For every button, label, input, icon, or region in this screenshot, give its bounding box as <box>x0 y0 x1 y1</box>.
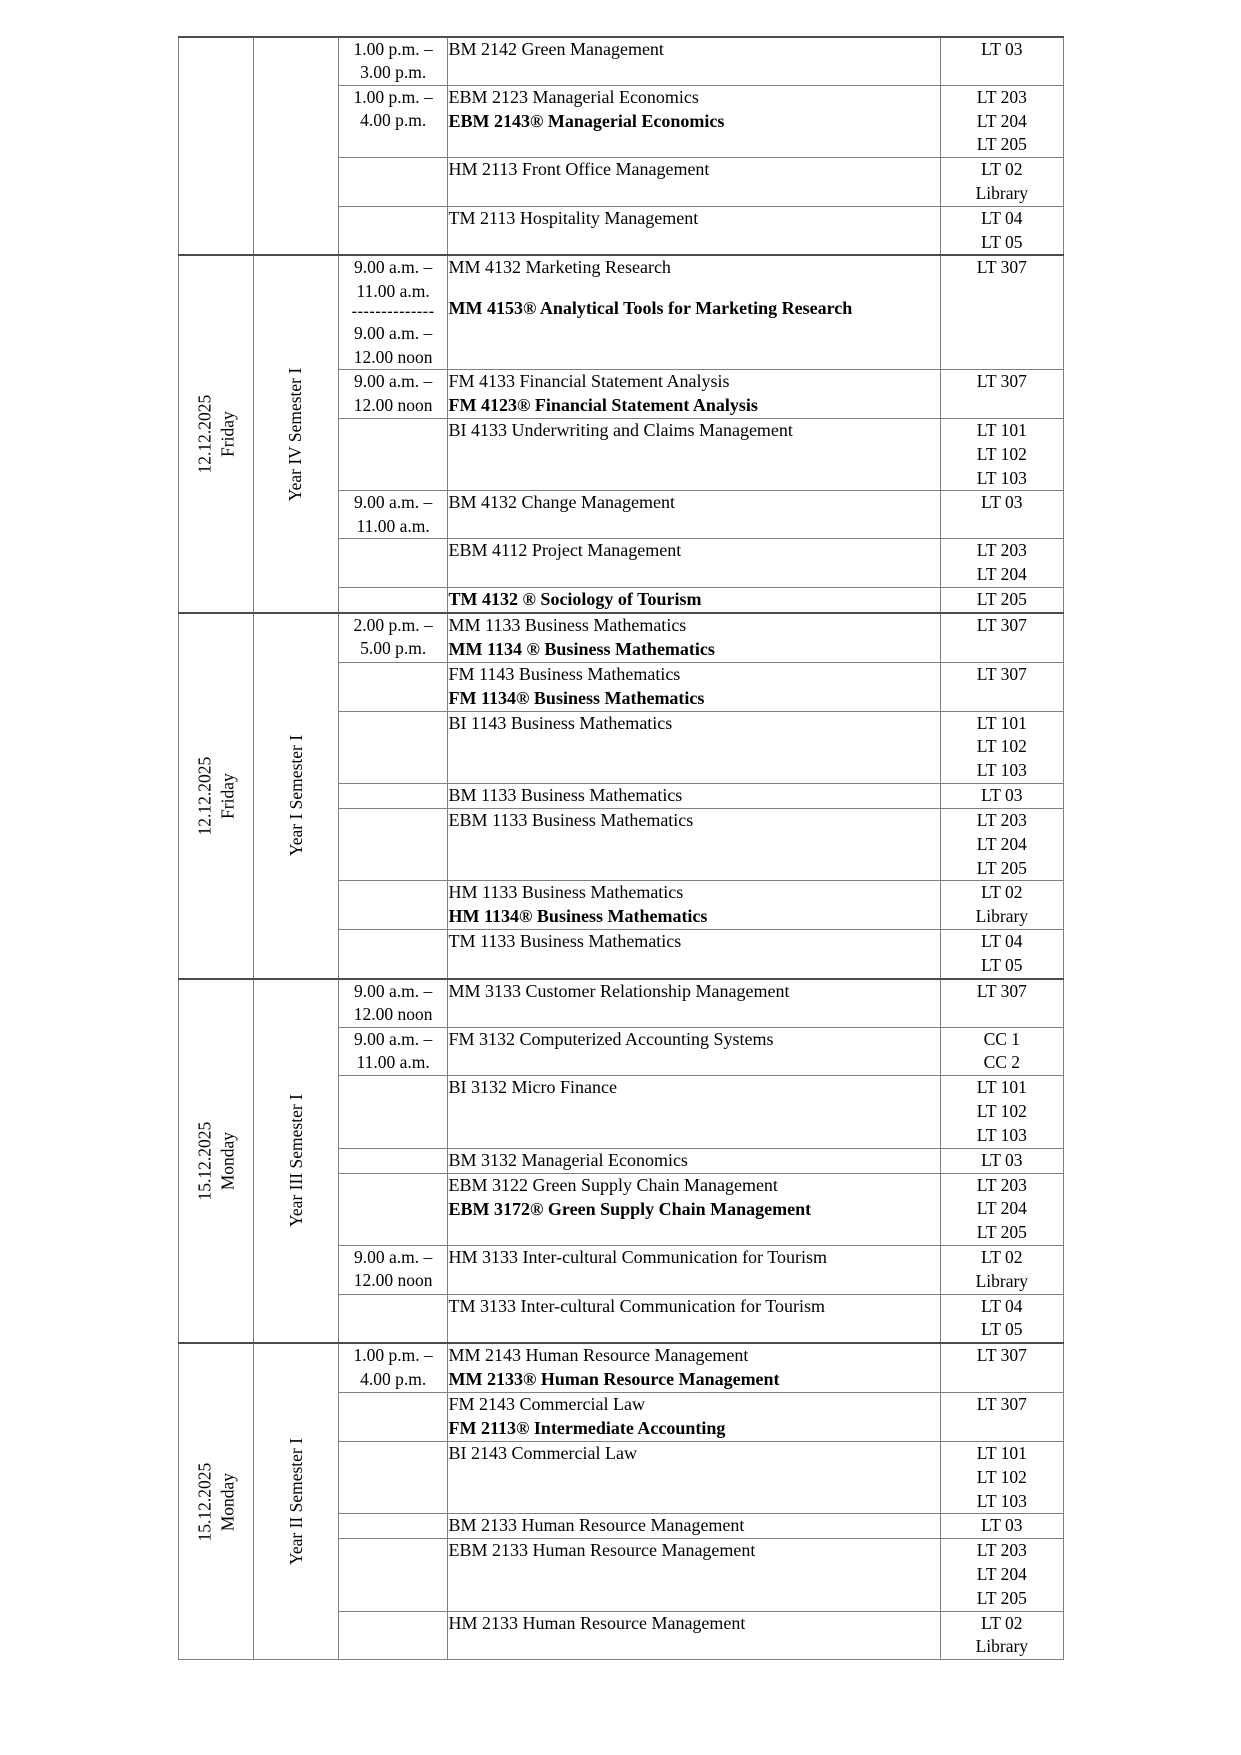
date-cell-line: Friday <box>217 411 238 458</box>
venue-line: LT 04 <box>981 931 1023 952</box>
course-cell <box>448 930 940 979</box>
time-cell <box>338 881 448 930</box>
year-cell-rotated-label <box>254 1344 338 1659</box>
venue-line: LT 307 <box>976 1394 1027 1415</box>
time-line: 3.00 p.m. <box>360 62 427 83</box>
time-cell <box>338 1539 448 1611</box>
course-line: BI 3132 Micro Finance <box>448 1077 617 1098</box>
venue-line: LT 101 <box>976 1077 1027 1098</box>
venue-line: LT 204 <box>976 564 1027 585</box>
year-cell <box>254 979 339 1343</box>
date-cell <box>179 979 254 1343</box>
venue-cell <box>940 1027 1063 1076</box>
date-cell-text <box>193 1462 239 1541</box>
venue-cell <box>940 206 1063 255</box>
venue-line: LT 102 <box>976 443 1027 464</box>
course-line: TM 4132 ® Sociology of Tourism <box>448 588 702 609</box>
time-cell <box>338 85 448 157</box>
course-padding <box>448 833 939 849</box>
venue-cell <box>940 1611 1063 1660</box>
venue-line: LT 05 <box>981 231 1023 252</box>
venue-line: LT 307 <box>976 614 1027 635</box>
venue-line: LT 203 <box>976 809 1027 830</box>
time-cell <box>338 1246 448 1295</box>
venue-line: LT 204 <box>976 1564 1027 1585</box>
course-cell <box>448 1343 940 1392</box>
course-padding <box>448 321 939 337</box>
venue-cell <box>940 711 1063 783</box>
time-cell <box>338 491 448 539</box>
venue-line: LT 307 <box>976 371 1027 392</box>
course-cell <box>448 1514 940 1539</box>
exam-timetable <box>178 36 1064 1660</box>
course-cell <box>448 85 940 157</box>
course-line: MM 1133 Business Mathematics <box>448 614 687 635</box>
time-cell <box>338 37 448 85</box>
venue-line: CC 1 <box>983 1028 1021 1049</box>
time-cell <box>338 1514 448 1539</box>
venue-cell <box>940 1514 1063 1539</box>
course-padding <box>448 1563 939 1579</box>
time-cell <box>338 587 448 612</box>
year-cell <box>254 255 339 612</box>
course-line: BM 3132 Managerial Economics <box>448 1149 688 1170</box>
course-line: HM 1134® Business Mathematics <box>448 906 708 927</box>
venue-line: LT 103 <box>976 760 1027 781</box>
venue-line: LT 205 <box>976 134 1027 155</box>
course-line: BM 1133 Business Mathematics <box>448 785 683 806</box>
course-line: FM 4123® Financial Statement Analysis <box>448 395 758 416</box>
date-cell-text <box>193 756 239 835</box>
venue-cell <box>940 255 1063 369</box>
course-cell <box>448 1076 940 1148</box>
course-line: MM 2143 Human Resource Management <box>448 1345 749 1366</box>
course-cell <box>448 539 940 588</box>
venue-line: Library <box>975 1636 1029 1657</box>
time-line: 2.00 p.m. – <box>353 614 433 635</box>
course-line: HM 2113 Front Office Management <box>448 159 710 180</box>
course-line: HM 1133 Business Mathematics <box>448 882 684 903</box>
time-line: 12.00 noon <box>353 346 433 367</box>
venue-line: LT 101 <box>976 712 1027 733</box>
date-cell-line: Monday <box>217 1472 238 1531</box>
date-cell-line: Friday <box>217 773 238 819</box>
venue-line: CC 2 <box>983 1052 1021 1073</box>
venue-cell <box>940 370 1063 419</box>
date-cell-line: 12.12.2025 <box>194 756 215 836</box>
time-line: 4.00 p.m. <box>360 110 427 131</box>
venue-line: LT 102 <box>976 736 1027 757</box>
course-padding <box>448 1466 939 1482</box>
year-cell-text <box>285 1095 308 1228</box>
venue-line: LT 02 <box>981 1247 1023 1267</box>
date-cell-rotated-label <box>179 38 253 254</box>
date-cell-text <box>193 395 239 474</box>
year-cell-rotated-label <box>254 256 338 611</box>
venue-line: LT 04 <box>981 207 1023 228</box>
year-cell-line: Year I Semester I <box>285 735 306 857</box>
venue-line: LT 204 <box>976 1198 1027 1219</box>
course-padding <box>448 954 939 970</box>
venue-line: LT 04 <box>981 1295 1023 1316</box>
venue-line: LT 103 <box>976 467 1027 488</box>
course-line: EBM 2133 Human Resource Management <box>448 1540 756 1561</box>
course-padding <box>448 134 939 150</box>
table-row <box>179 1343 1064 1392</box>
time-line: 11.00 a.m. <box>356 280 430 301</box>
year-cell-line: Year III Semester I <box>285 1094 306 1228</box>
year-cell-line: Year IV Semester I <box>285 367 306 501</box>
course-line: BM 2133 Human Resource Management <box>448 1515 745 1536</box>
venue-line: LT 203 <box>976 1540 1027 1561</box>
year-cell-rotated-label <box>254 38 338 254</box>
venue-line: LT 03 <box>981 492 1023 513</box>
venue-line: LT 03 <box>981 785 1023 806</box>
venue-line: LT 307 <box>976 1345 1027 1366</box>
venue-cell <box>940 808 1063 880</box>
course-line: EBM 2143® Managerial Economics <box>448 110 725 131</box>
time-line: 11.00 a.m. <box>356 515 430 536</box>
time-cell <box>338 1148 448 1173</box>
venue-cell <box>940 1246 1063 1295</box>
venue-line: LT 307 <box>976 257 1027 278</box>
time-line: 12.00 noon <box>353 1270 433 1291</box>
venue-cell <box>940 613 1063 662</box>
year-cell-text <box>285 735 308 856</box>
venue-line: LT 02 <box>981 1612 1023 1633</box>
course-cell <box>448 587 940 612</box>
course-cell <box>448 1246 940 1295</box>
date-cell-rotated-label <box>179 1344 253 1659</box>
time-cell <box>338 1343 448 1392</box>
course-cell <box>448 808 940 880</box>
course-cell <box>448 1441 940 1513</box>
venue-line: LT 102 <box>976 1466 1027 1487</box>
venue-line: LT 103 <box>976 1124 1027 1145</box>
venue-line: LT 101 <box>976 1442 1027 1463</box>
time-cell <box>338 662 448 711</box>
course-padding <box>448 182 939 198</box>
venue-cell <box>940 419 1063 491</box>
course-padding <box>448 736 939 752</box>
time-line: 5.00 p.m. <box>360 638 427 659</box>
time-cell <box>338 1076 448 1148</box>
time-cell <box>338 808 448 880</box>
timetable-body <box>179 37 1064 1660</box>
course-line: MM 4132 Marketing Research <box>448 257 671 278</box>
course-line: BI 1143 Business Mathematics <box>448 712 673 733</box>
venue-line: LT 205 <box>976 1587 1027 1608</box>
venue-cell <box>940 1343 1063 1392</box>
time-line: 9.00 a.m. – <box>354 371 433 392</box>
date-cell <box>179 613 254 979</box>
course-cell <box>448 158 940 207</box>
year-cell <box>254 37 339 255</box>
time-line: 11.00 a.m. <box>356 1052 430 1073</box>
venue-line: LT 05 <box>981 1319 1023 1340</box>
date-cell <box>179 1343 254 1660</box>
year-cell <box>254 1343 339 1660</box>
table-row <box>179 255 1064 369</box>
course-padding <box>448 1319 939 1335</box>
date-cell-rotated-label <box>179 614 253 978</box>
table-row <box>179 979 1064 1027</box>
course-cell <box>448 419 940 491</box>
time-cell <box>338 1294 448 1343</box>
venue-line: LT 307 <box>976 663 1027 684</box>
venue-cell <box>940 1148 1063 1173</box>
venue-line: Library <box>975 1270 1029 1291</box>
year-cell-rotated-label <box>254 614 338 978</box>
time-cell <box>338 206 448 255</box>
year-cell-text <box>285 1438 308 1565</box>
venue-cell <box>940 1173 1063 1245</box>
venue-line: LT 203 <box>976 540 1027 561</box>
course-padding <box>448 443 939 459</box>
venue-line: LT 03 <box>981 1149 1023 1170</box>
venue-cell <box>940 158 1063 207</box>
venue-cell <box>940 539 1063 588</box>
course-cell <box>448 784 940 809</box>
course-cell <box>448 1539 940 1611</box>
venue-line: LT 02 <box>981 159 1023 180</box>
course-padding <box>448 1004 939 1020</box>
time-line: 9.00 a.m. – <box>354 492 433 513</box>
venue-cell <box>940 784 1063 809</box>
venue-cell <box>940 1393 1063 1442</box>
course-line: BI 2143 Commercial Law <box>448 1442 637 1463</box>
time-line: 9.00 a.m. – <box>354 1247 433 1267</box>
year-cell-line: Year II Semester I <box>285 1438 306 1566</box>
venue-cell <box>940 1441 1063 1513</box>
time-cell <box>338 613 448 662</box>
date-cell-line: 15.12.2025 <box>194 1121 215 1201</box>
venue-line: LT 103 <box>976 1490 1027 1511</box>
time-cell <box>338 711 448 783</box>
venue-line: Library <box>975 906 1029 927</box>
venue-cell <box>940 85 1063 157</box>
time-line: 9.00 a.m. – <box>354 323 433 344</box>
date-cell-line: Monday <box>217 1131 238 1191</box>
venue-line: Library <box>975 183 1029 204</box>
venue-cell <box>940 1539 1063 1611</box>
venue-line: LT 101 <box>976 420 1027 441</box>
venue-line: LT 102 <box>976 1101 1027 1122</box>
time-line: 1.00 p.m. – <box>353 39 433 59</box>
venue-line: LT 203 <box>976 1174 1027 1195</box>
course-line: BM 4132 Change Management <box>448 492 675 513</box>
course-line: MM 2133® Human Resource Management <box>448 1369 780 1390</box>
table-row <box>179 37 1064 85</box>
venue-cell <box>940 881 1063 930</box>
course-line: MM 4153® Analytical Tools for Marketing Research <box>448 297 853 318</box>
course-line: HM 2133 Human Resource Management <box>448 1612 746 1633</box>
time-cell <box>338 370 448 419</box>
course-cell <box>448 1148 940 1173</box>
course-line: BM 2142 Green Management <box>448 39 664 59</box>
course-line: EBM 3172® Green Supply Chain Management <box>448 1198 812 1219</box>
date-cell <box>179 37 254 255</box>
year-cell-text <box>285 367 308 501</box>
course-cell <box>448 881 940 930</box>
course-padding <box>448 62 939 78</box>
course-cell <box>448 979 940 1027</box>
time-cell <box>338 1441 448 1513</box>
course-cell <box>448 613 940 662</box>
venue-line: LT 03 <box>981 1515 1023 1536</box>
course-line: BI 4133 Underwriting and Claims Management <box>448 420 793 441</box>
course-cell <box>448 370 940 419</box>
time-line: 1.00 p.m. – <box>353 86 433 107</box>
course-line: TM 3133 Inter-cultural Communication for Tourism <box>448 1295 825 1316</box>
course-padding <box>448 1052 939 1068</box>
course-line: TM 1133 Business Mathematics <box>448 931 682 952</box>
course-padding <box>448 1100 939 1116</box>
course-line: EBM 4112 Project Management <box>448 540 682 561</box>
course-cell <box>448 255 940 369</box>
course-cell <box>448 37 940 85</box>
course-cell <box>448 662 940 711</box>
course-cell <box>448 1611 940 1660</box>
time-line: 4.00 p.m. <box>360 1368 427 1389</box>
course-cell <box>448 1393 940 1442</box>
course-cell <box>448 491 940 539</box>
date-cell-line: 15.12.2025 <box>194 1462 215 1542</box>
time-cell <box>338 419 448 491</box>
venue-line: LT 03 <box>981 39 1023 59</box>
venue-line: LT 02 <box>981 882 1023 903</box>
course-padding <box>448 1221 939 1237</box>
course-line: FM 1134® Business Mathematics <box>448 687 705 708</box>
venue-line: LT 205 <box>976 857 1027 878</box>
venue-cell <box>940 1294 1063 1343</box>
course-line: EBM 3122 Green Supply Chain Management <box>448 1174 778 1195</box>
time-cell <box>338 255 448 369</box>
course-line: FM 3132 Computerized Accounting Systems <box>448 1028 774 1049</box>
time-cell <box>338 539 448 588</box>
venue-cell <box>940 662 1063 711</box>
date-cell-line: 12.12.2025 <box>194 394 215 474</box>
course-line: FM 2143 Commercial Law <box>448 1394 645 1415</box>
venue-line: LT 203 <box>976 86 1027 107</box>
venue-cell <box>940 37 1063 85</box>
course-line: FM 2113® Intermediate Accounting <box>448 1418 726 1438</box>
year-cell <box>254 613 339 979</box>
venue-cell <box>940 979 1063 1027</box>
time-cell <box>338 930 448 979</box>
time-cell <box>338 1393 448 1442</box>
course-padding <box>448 563 939 579</box>
time-cell <box>338 158 448 207</box>
course-line: MM 3133 Customer Relationship Management <box>448 980 790 1001</box>
course-line: MM 1134 ® Business Mathematics <box>448 638 715 659</box>
time-cell <box>338 1173 448 1245</box>
time-line: 9.00 a.m. – <box>354 1028 433 1049</box>
course-cell <box>448 711 940 783</box>
time-line: 9.00 a.m. – <box>354 257 433 278</box>
venue-line: LT 307 <box>976 980 1027 1001</box>
venue-cell <box>940 491 1063 539</box>
course-gap <box>448 280 939 296</box>
venue-line: LT 204 <box>976 110 1027 131</box>
course-cell <box>448 1027 940 1076</box>
venue-cell <box>940 1076 1063 1148</box>
course-cell <box>448 206 940 255</box>
time-cell <box>338 979 448 1027</box>
course-line: FM 4133 Financial Statement Analysis <box>448 371 730 392</box>
venue-cell <box>940 587 1063 612</box>
date-cell-rotated-label <box>179 256 253 611</box>
course-line: EBM 1133 Business Mathematics <box>448 809 694 830</box>
course-cell <box>448 1294 940 1343</box>
time-line: 12.00 noon <box>353 1004 433 1025</box>
year-cell-rotated-label <box>254 980 338 1342</box>
venue-line: LT 205 <box>976 588 1027 609</box>
course-cell <box>448 1173 940 1245</box>
date-cell <box>179 255 254 612</box>
course-line: EBM 2123 Managerial Economics <box>448 86 699 107</box>
table-row <box>179 613 1064 662</box>
venue-cell <box>940 930 1063 979</box>
time-cell <box>338 1611 448 1660</box>
time-cell <box>338 1027 448 1076</box>
time-line: 9.00 a.m. – <box>354 980 433 1001</box>
time-cell <box>338 784 448 809</box>
course-line: HM 3133 Inter-cultural Communication for Tourism <box>448 1247 827 1267</box>
date-cell-text <box>193 1122 239 1201</box>
time-line: 12.00 noon <box>353 394 433 415</box>
venue-line: LT 205 <box>976 1222 1027 1243</box>
venue-line: LT 05 <box>981 955 1023 976</box>
time-line: 1.00 p.m. – <box>353 1345 433 1366</box>
date-cell-rotated-label <box>179 980 253 1342</box>
course-line: FM 1143 Business Mathematics <box>448 663 681 684</box>
dashed-separator: -------------- <box>351 303 435 321</box>
venue-line: LT 204 <box>976 833 1027 854</box>
course-line: TM 2113 Hospitality Management <box>448 207 699 228</box>
